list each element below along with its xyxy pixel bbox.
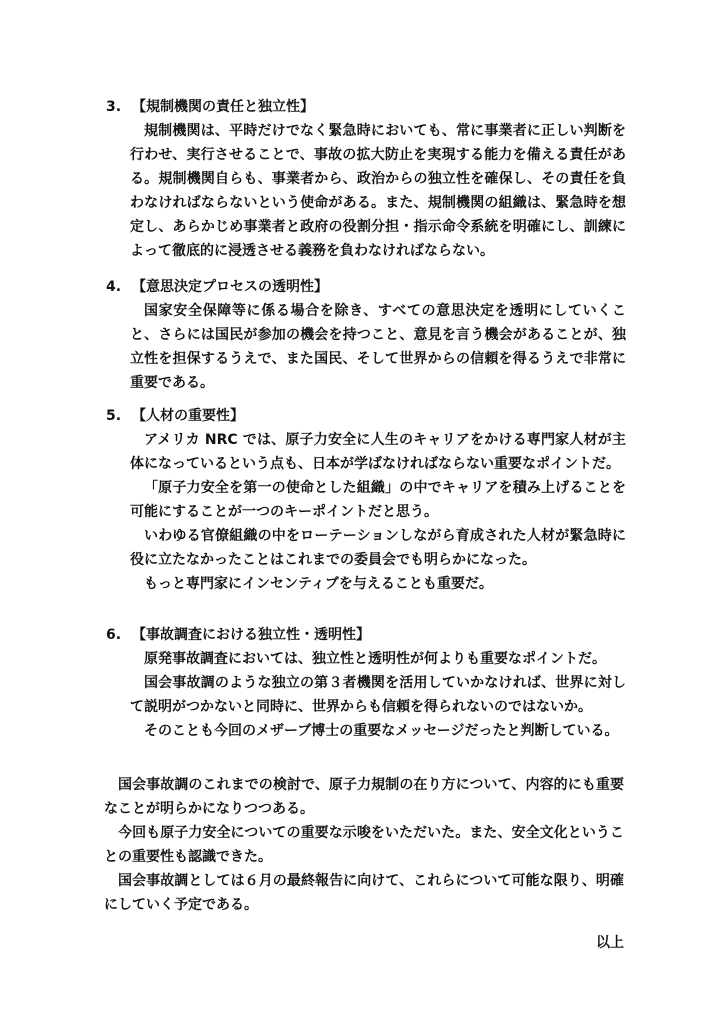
section-body (130, 299, 626, 395)
conclusion-paragraph: 国会事故調としては６月の最終報告に向けて、これらについて可能な限り、明確にしていく予定である。 (104, 873, 624, 913)
section-body (130, 428, 626, 596)
section-heading (106, 95, 626, 119)
section-heading (106, 275, 626, 299)
section-heading (106, 404, 626, 428)
section-body (130, 647, 626, 743)
paragraph: そのことも今回のメザーブ博士の重要なメッセージだったと判断している。 (144, 723, 619, 739)
section-number: 4. (106, 279, 122, 295)
paragraph: 規制機関は、平時だけでなく緊急時においても、常に事業者に正しい判断を行わせ、実行させることで、事故の拡大防止を実現する能力を備える責任がある。規制機関自らも、事業者から、政治からの独立性を確保し、その責任を負わなければならないという使命がある。また、規制機関の組織は、緊急時を想定し、あらかじめ事業者と政府の役割分担・指示命令系統を明確にし、訓練によって徹底的に浸透させる義務を負わなければならない。 (130, 123, 626, 259)
paragraph: 国家安全保障等に係る場合を除き、すべての意思決定を透明にしていくこと、さらには国民が参加の機会を持つこと、意見を言う機会があることが、独立性を担保するうえで、また国民、そして世界からの信頼を得るうえで非常に重要である。 (130, 303, 626, 391)
section-heading (106, 623, 626, 647)
section-3 (106, 95, 626, 263)
section-body (130, 119, 626, 263)
paragraph: いわゆる官僚組織の中をローテーションしながら育成された人材が緊急時に役に立たなかったことはこれまでの委員会でも明らかになった。 (130, 528, 626, 568)
paragraph: 国会事故調のような独立の第３者機関を活用していかなければ、世界に対して説明がつかないと同時に、世界からも信頼を得られないのではないか。 (130, 675, 626, 715)
section-title: 【規制機関の責任と独立性】 (132, 99, 314, 115)
paragraph: 原発事故調査においては、独立性と透明性が何よりも重要なポイントだ。 (144, 651, 606, 667)
paragraph: 「原子力安全を第一の使命とした組織」の中でキャリアを積み上げることを可能にすることが一つのキーポイントだと思う。 (130, 480, 626, 520)
section-6 (106, 623, 626, 743)
section-title: 【事故調査における独立性・透明性】 (132, 627, 370, 643)
section-title: 【意思決定プロセスの透明性】 (132, 279, 328, 295)
section-5 (106, 404, 626, 596)
section-number: 3. (106, 99, 122, 115)
paragraph: アメリカ NRC では、原子力安全に人生のキャリアをかける専門家人材が主体になっているという点も、日本が学ばなければならない重要なポイントだ。 (130, 432, 626, 472)
section-4 (106, 275, 626, 395)
conclusion (104, 773, 624, 917)
paragraph: もっと専門家にインセンティブを与えることも重要だ。 (144, 576, 493, 592)
closing-mark: 以上 (596, 935, 624, 951)
section-number: 5. (106, 408, 122, 424)
conclusion-paragraph: 国会事故調のこれまでの検討で、原子力規制の在り方について、内容的にも重要なことが明らかになりつつある。 (104, 777, 624, 817)
conclusion-paragraph: 今回も原子力安全についての重要な示唆をいただいた。また、安全文化ということの重要性も認識できた。 (104, 825, 624, 865)
section-title: 【人材の重要性】 (132, 408, 244, 424)
section-number: 6. (106, 627, 122, 643)
